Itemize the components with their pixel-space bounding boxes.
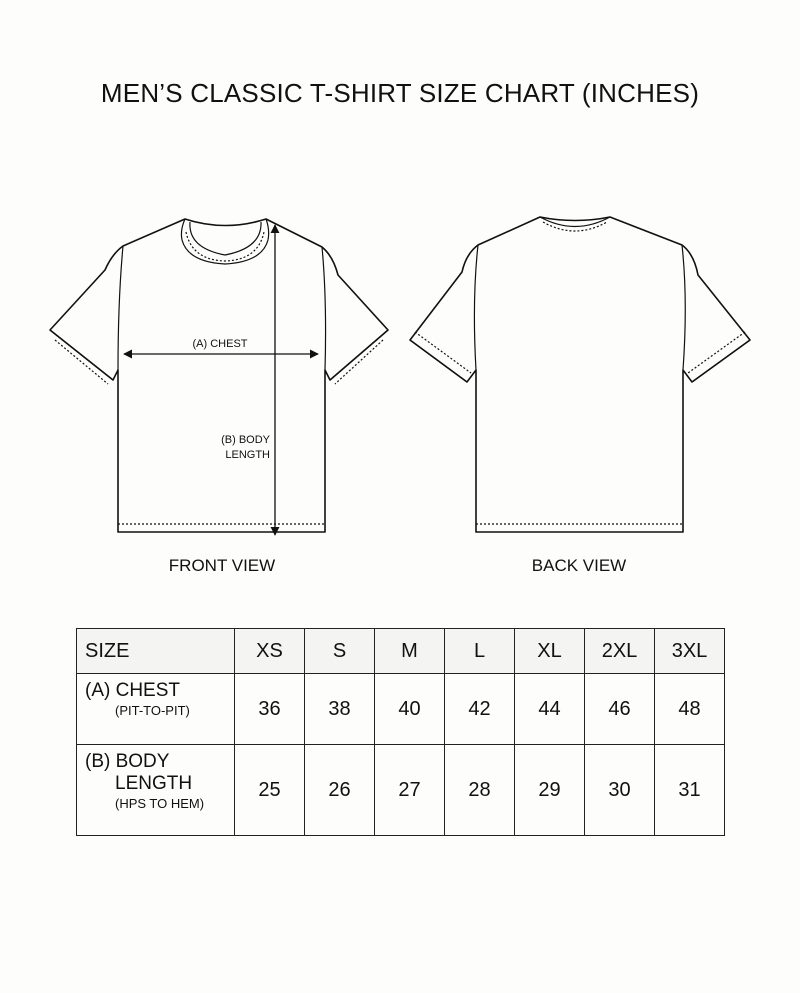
length-value-xl: 29 [515, 745, 585, 836]
length-value-s: 26 [305, 745, 375, 836]
length-value-xs: 25 [235, 745, 305, 836]
body-length-row-note: (HPS TO HEM) [115, 796, 205, 811]
chest-value-3xl: 48 [655, 674, 725, 745]
table-row-chest [77, 674, 725, 745]
front-shirt-outline [50, 219, 388, 532]
size-header-xl: XL [515, 629, 585, 674]
body-length-label-line1: (B) BODY [221, 434, 270, 446]
size-header-m: M [375, 629, 445, 674]
chest-label: (A) CHEST [192, 338, 248, 350]
chest-row-label [77, 674, 235, 745]
size-chart-table [76, 628, 725, 836]
chest-value-l: 42 [445, 674, 515, 745]
length-value-3xl: 31 [655, 745, 725, 836]
tshirt-diagram [0, 200, 800, 550]
page-title: MEN’S CLASSIC T-SHIRT SIZE CHART (INCHES) [100, 78, 700, 108]
chest-row-note: (PIT-TO-PIT) [115, 703, 190, 718]
body-length-row-label [77, 745, 235, 836]
chest-value-s: 38 [305, 674, 375, 745]
front-view-label: FRONT VIEW [168, 556, 276, 575]
table-row-body-length [77, 745, 725, 836]
chest-value-xl: 44 [515, 674, 585, 745]
body-length-row-title-cont: LENGTH [115, 773, 193, 794]
size-header-l: L [445, 629, 515, 674]
chest-value-m: 40 [375, 674, 445, 745]
size-column-header: SIZE [77, 629, 235, 674]
chest-value-2xl: 46 [585, 674, 655, 745]
back-shirt-outline [410, 217, 750, 532]
table-header-row [77, 629, 725, 674]
chest-row-title: (A) CHEST [85, 680, 180, 701]
length-value-l: 28 [445, 745, 515, 836]
size-header-3xl: 3XL [655, 629, 725, 674]
size-header-s: S [305, 629, 375, 674]
back-view-label: BACK VIEW [531, 556, 627, 575]
body-length-label-line2: LENGTH [225, 449, 270, 461]
length-value-m: 27 [375, 745, 445, 836]
chest-value-xs: 36 [235, 674, 305, 745]
size-header-xs: XS [235, 629, 305, 674]
size-header-2xl: 2XL [585, 629, 655, 674]
body-length-row-title: (B) BODY [85, 751, 170, 772]
length-value-2xl: 30 [585, 745, 655, 836]
